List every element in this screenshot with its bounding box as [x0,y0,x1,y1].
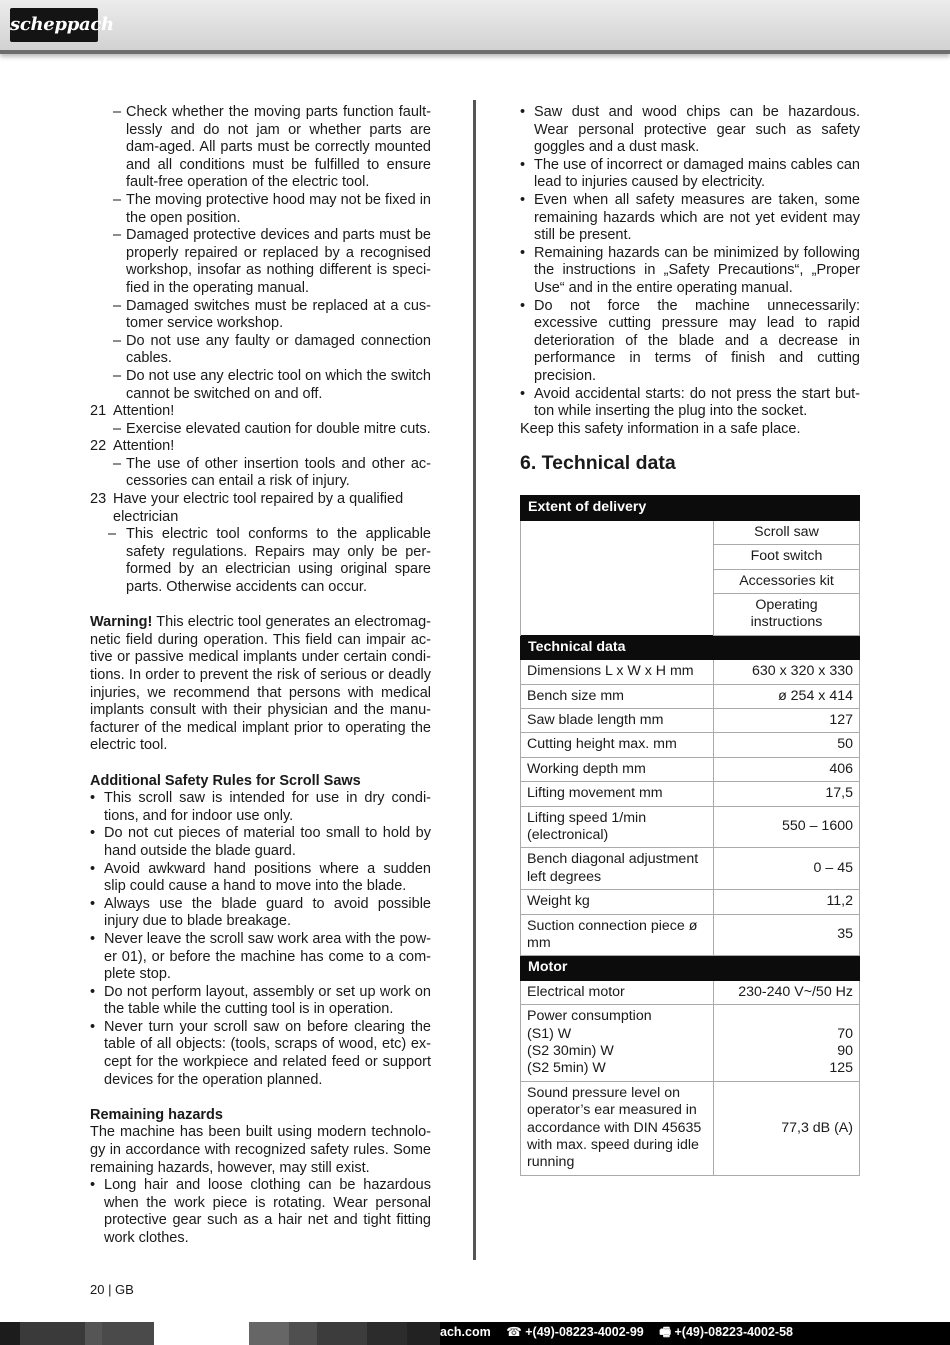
list-item: • Never leave the scroll saw work area with the pow-er 01), or before the machine has come to a com-plete stop. [90,931,431,984]
left-column [90,104,431,1248]
item-text: Have your electric tool repaired by a qualified electrician [113,491,404,525]
list-item: • Avoid accidental starts: do not press the start but-ton while inserting the plug into the socket. [520,386,860,421]
numbered-item-23 [90,491,431,526]
table-cell: 127 [714,708,860,732]
table-cell: Dimensions L x W x H mm [521,660,714,684]
table-cell: Suction connection piece ø mm [521,914,714,956]
table-cell [714,1005,860,1082]
page-number: 20 | GB [90,1282,134,1297]
table-cell [521,1005,714,1082]
list-item: – Do not use any electric tool on which the switch cannot be switched on and off. [90,368,431,403]
section-title: 6. Technical data [520,452,676,475]
remaining-hazards-heading: Remaining hazards [90,1106,223,1123]
table-row [521,733,860,757]
table-cell: 550 – 1600 [714,806,860,848]
list-item: • Long hair and loose clothing can be hazardous when the work piece is rotating. Wear personal protective gear such as a hair net and tight fitting work clothes. [90,1177,431,1247]
list-item: • Do not cut pieces of material too small to hold by hand outside the blade guard. [90,825,431,860]
item-text: Attention! [113,403,175,420]
table-cell: 406 [714,757,860,781]
table-cell: 230-240 V~/50 Hz [714,980,860,1004]
table-cell: 11,2 [714,890,860,914]
cell-line: (S2 5min) W [527,1060,606,1077]
table-section-header [521,956,860,980]
table-cell: Bench diagonal adjustment left degrees [521,848,714,890]
list-item: • Do not force the machine unnecessarily: excessive cutting pressure may lead to rapid deterioration of the blade and a decrease in performance in terms of finish and cutting precision. [520,298,860,386]
cell-line: Power consumption [527,1008,652,1025]
list-item: • Remaining hazards can be minimized by following the instructions in „Safety Precautions“, „Proper Use“ and in the entire operating manual. [520,245,860,298]
table-cell [521,520,714,635]
table-cell: Accessories kit [714,569,860,593]
cell-line: 70 [837,1025,853,1042]
table-cell: Scroll saw [714,520,860,544]
table-row [521,520,860,544]
list-item: • Saw dust and wood chips can be hazardous. Wear personal protective gear such as safety goggles and a dust mask. [520,104,860,157]
table-row [521,806,860,848]
cell-line: 125 [829,1060,853,1077]
list-item: – The use of other insertion tools and other ac-cessories can entail a risk of injury. [90,456,431,491]
list-item: • This scroll saw is intended for use in dry condi-tions, and for indoor use only. [90,790,431,825]
list-item: – Exercise elevated caution for double mitre cuts. [90,421,431,439]
table-cell: Electrical motor [521,980,714,1004]
column-divider [473,100,476,1260]
technical-data-table [520,495,860,1176]
list-item: – This electric tool conforms to the applicable safety regulations. Repairs may only be per-formed by an electrician using original spare parts. Otherwise accidents can occur. [90,526,431,596]
table-row [521,660,860,684]
list-item: • Do not perform layout, assembly or set up work on the table while the cutting tool is in operation. [90,984,431,1019]
warning-label: Warning! [90,614,153,631]
list-item: • Even when all safety measures are taken, some remaining hazards which are not yet evident may still be present. [520,192,860,245]
delivery-header: Extent of delivery [521,496,860,520]
cell-line: (S2 30min) W [527,1043,614,1060]
table-row [521,684,860,708]
table-cell: Foot switch [714,545,860,569]
footer-web: ach.com [440,1325,491,1339]
list-item: – Damaged switches must be replaced at a cus-tomer service workshop. [90,298,431,333]
table-section-header [521,496,860,520]
table-cell: 17,5 [714,782,860,806]
keep-safety-text: Keep this safety information in a safe place. [520,420,801,437]
table-cell: Lifting movement mm [521,782,714,806]
cell-line: (S1) W [527,1025,572,1042]
list-item: – The moving protective hood may not be fixed in the open position. [90,192,431,227]
table-cell: 35 [714,914,860,956]
numbered-item-21 [90,403,431,421]
motor-header: Motor [521,956,860,980]
list-item: – Do not use any faulty or damaged connection cables. [90,333,431,368]
table-cell: 630 x 320 x 330 [714,660,860,684]
table-row [521,757,860,781]
table-cell: Sound pressure level on operator’s ear measured in accordance with DIN 45635 with max. speed during idle running [521,1081,714,1175]
table-row [521,708,860,732]
table-row [521,848,860,890]
table-cell: ø 254 x 414 [714,684,860,708]
list-item: – Check whether the moving parts function fault-lessly and do not jam or whether parts are dam-aged. All parts must be correctly mounted and all conditions must be fulfilled to ensure fault-free operation of the electric tool. [90,104,431,192]
list-item: • Always use the blade guard to avoid possible injury due to blade breakage. [90,896,431,931]
scroll-saw-heading: Additional Safety Rules for Scroll Saws [90,772,361,789]
table-cell: Bench size mm [521,684,714,708]
brand-logo: scheppach [10,8,98,42]
table-row [521,980,860,1004]
table-cell: Operating instructions [714,593,860,635]
remaining-hazards-text: The machine has been built using modern technolo-gy in accordance with recognized safety rules. Some remaining hazards, however, may still exist. [90,1124,431,1176]
list-item: • Avoid awkward hand positions where a sudden slip could cause a hand to move into the blade. [90,861,431,896]
item-text: Attention! [113,438,175,455]
footer-fax: 🖷 +(49)-08223-4002-58 [659,1325,793,1339]
table-cell: Lifting speed 1/min (electronical) [521,806,714,848]
table-cell: 77,3 dB (A) [714,1081,860,1175]
numbered-item-22 [90,438,431,456]
page-header [0,0,950,54]
item-number: 21 [90,403,107,420]
list-item: • The use of incorrect or damaged mains cables can lead to injuries caused by electricity. [520,157,860,192]
item-number: 23 [90,491,107,508]
warning-text: This electric tool generates an electromag-netic field during operation. This field can impair ac-tive or passive medical implants under certain condi-tions. In order to prevent the risk of serious or deadly injuries, we recommend that persons with medical implants consult with their physician and the manu-facturer of the medical implant prior to operating the electric tool. [90,614,431,754]
table-cell: Cutting height max. mm [521,733,714,757]
table-section-header [521,635,860,659]
table-cell: Weight kg [521,890,714,914]
table-row [521,1005,860,1082]
table-cell: 0 – 45 [714,848,860,890]
footer-phone: ☎ +(49)-08223-4002-99 [506,1325,644,1339]
table-row [521,782,860,806]
table-cell: Saw blade length mm [521,708,714,732]
table-cell: 50 [714,733,860,757]
list-item: – Damaged protective devices and parts must be properly repaired or replaced by a recognised workshop, insofar as nothing different is speci-fied in the operating manual. [90,227,431,297]
warning-paragraph [90,614,431,755]
right-column [520,104,860,1176]
table-row [521,914,860,956]
list-item: • Never turn your scroll saw on before clearing the table of all objects: (tools, scraps of wood, etc) ex-cept for the workpiece and related feed or support devices for the operation planned. [90,1019,431,1089]
cell-line: 90 [837,1043,853,1060]
tech-header: Technical data [521,635,860,659]
table-row [521,1081,860,1175]
table-row [521,890,860,914]
footer-contact [440,1322,805,1345]
table-cell: Working depth mm [521,757,714,781]
item-number: 22 [90,438,107,455]
